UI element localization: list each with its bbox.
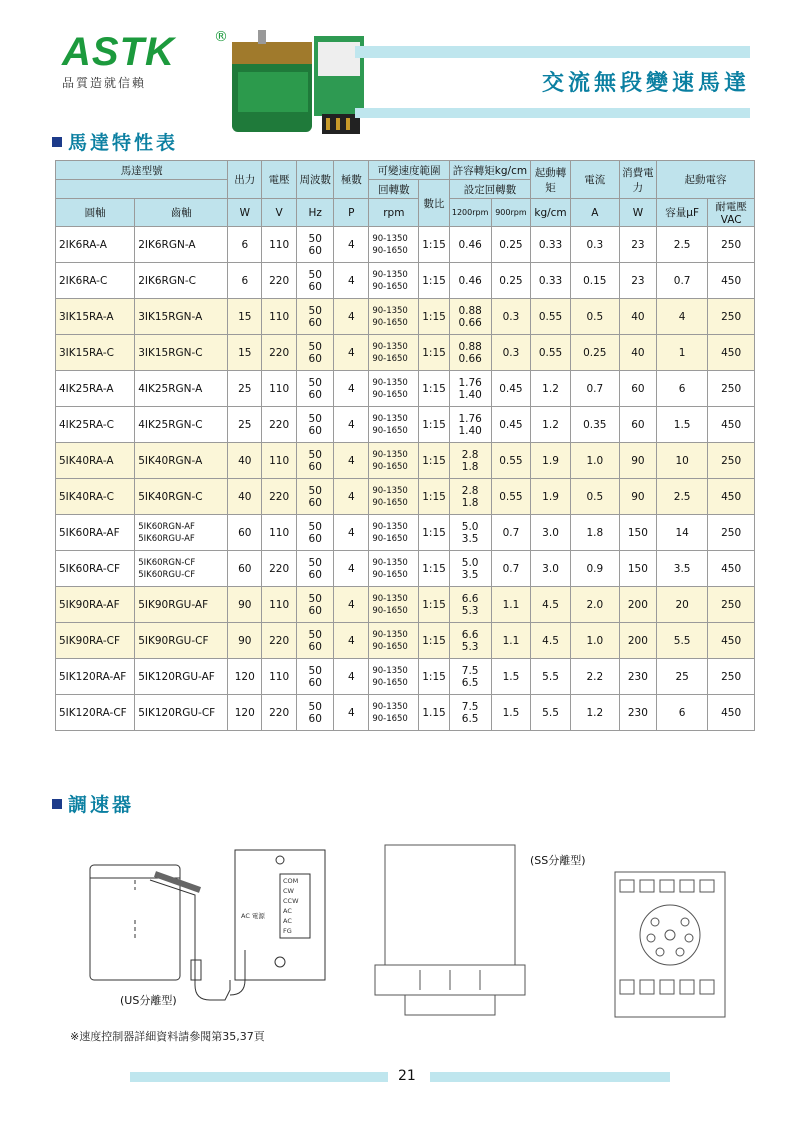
header-gear-shaft: 齒軸 (135, 199, 228, 227)
cell-poles: 4 (334, 587, 369, 623)
header-power: 消費電力 (619, 161, 656, 199)
cell-power: 60 (619, 371, 656, 407)
cell-torque-1200: 7.5 6.5 (449, 695, 491, 731)
table-row (56, 695, 755, 731)
ac-power-label: AC 電源 (241, 912, 265, 920)
bullet-square-icon (52, 137, 62, 147)
cell-gear-shaft: 5IK120RGU-CF (135, 695, 228, 731)
cell-power: 40 (619, 335, 656, 371)
header-current: 電流 (570, 161, 619, 199)
cell-cap-uf: 1 (657, 335, 708, 371)
cell-cap-vac: 250 (708, 227, 755, 263)
cell-cap-vac: 450 (708, 479, 755, 515)
cell-current: 1.0 (570, 623, 619, 659)
cell-speed-range: 90-1350 90-1650 (369, 371, 419, 407)
cell-round-shaft: 5IK120RA-CF (56, 695, 135, 731)
cell-ratio: 1:15 (419, 299, 449, 335)
motor-product-photo (218, 22, 378, 142)
cell-round-shaft: 4IK25RA-A (56, 371, 135, 407)
cell-gear-shaft: 5IK90RGU-CF (135, 623, 228, 659)
cell-start-torque: 3.0 (531, 515, 571, 551)
us-controller-drawing (90, 850, 325, 1000)
cell-torque-900: 0.55 (491, 443, 531, 479)
header-model-sub (56, 180, 228, 199)
cell-current: 0.15 (570, 263, 619, 299)
table-row (56, 335, 755, 371)
cell-speed-range: 90-1350 90-1650 (369, 659, 419, 695)
cell-speed-range: 90-1350 90-1650 (369, 479, 419, 515)
cell-voltage: 220 (262, 407, 297, 443)
cell-torque-1200: 0.46 (449, 263, 491, 299)
cell-current: 1.0 (570, 443, 619, 479)
cell-torque-1200: 5.0 3.5 (449, 551, 491, 587)
cell-cap-vac: 450 (708, 623, 755, 659)
table-row (56, 587, 755, 623)
cell-voltage: 110 (262, 227, 297, 263)
cell-torque-900: 0.3 (491, 299, 531, 335)
cell-frequency: 50 60 (297, 407, 334, 443)
cell-ratio: 1:15 (419, 263, 449, 299)
cell-start-torque: 5.5 (531, 659, 571, 695)
cell-ratio: 1:15 (419, 479, 449, 515)
registered-mark: ® (214, 29, 228, 45)
cell-output: 60 (228, 551, 262, 587)
ss-type-label: (SS分離型) (530, 854, 586, 867)
cell-poles: 4 (334, 551, 369, 587)
cell-round-shaft: 5IK90RA-AF (56, 587, 135, 623)
cell-current: 0.5 (570, 479, 619, 515)
header-start-torque: 起動轉矩 (531, 161, 571, 199)
cell-poles: 4 (334, 479, 369, 515)
cell-voltage: 220 (262, 551, 297, 587)
cell-gear-shaft: 3IK15RGN-C (135, 335, 228, 371)
header-round-shaft: 圓軸 (56, 199, 135, 227)
cell-cap-vac: 250 (708, 515, 755, 551)
cell-speed-range: 90-1350 90-1650 (369, 227, 419, 263)
cell-gear-shaft: 5IK120RGU-AF (135, 659, 228, 695)
header-set-speed: 設定回轉數 (449, 180, 531, 199)
cell-torque-900: 0.3 (491, 335, 531, 371)
cell-cap-uf: 2.5 (657, 227, 708, 263)
cell-poles: 4 (334, 443, 369, 479)
cell-round-shaft: 5IK90RA-CF (56, 623, 135, 659)
header-poles: 極數 (334, 161, 369, 199)
cell-torque-900: 0.25 (491, 227, 531, 263)
cell-cap-vac: 450 (708, 551, 755, 587)
cell-speed-range: 90-1350 90-1650 (369, 515, 419, 551)
cell-torque-900: 1.5 (491, 659, 531, 695)
cell-cap-uf: 3.5 (657, 551, 708, 587)
cell-cap-vac: 250 (708, 371, 755, 407)
cell-current: 0.7 (570, 371, 619, 407)
cell-torque-1200: 6.6 5.3 (449, 623, 491, 659)
cell-gear-shaft: 2IK6RGN-C (135, 263, 228, 299)
cell-power: 23 (619, 227, 656, 263)
cell-round-shaft: 5IK40RA-C (56, 479, 135, 515)
cell-round-shaft: 2IK6RA-A (56, 227, 135, 263)
cell-frequency: 50 60 (297, 623, 334, 659)
cell-frequency: 50 60 (297, 335, 334, 371)
cell-round-shaft: 3IK15RA-A (56, 299, 135, 335)
cell-ratio: 1.15 (419, 695, 449, 731)
cell-start-torque: 1.2 (531, 371, 571, 407)
cell-ratio: 1:15 (419, 407, 449, 443)
cell-speed-range: 90-1350 90-1650 (369, 587, 419, 623)
us-type-label: (US分離型) (120, 994, 177, 1007)
cell-start-torque: 1.2 (531, 407, 571, 443)
cell-gear-shaft: 5IK40RGN-A (135, 443, 228, 479)
terminal-labels (241, 877, 299, 935)
controller-note: ※速度控制器詳細資料請參閱第35,37頁 (70, 1030, 265, 1043)
cell-frequency: 50 60 (297, 371, 334, 407)
cell-gear-shaft: 5IK90RGU-AF (135, 587, 228, 623)
cell-voltage: 220 (262, 623, 297, 659)
terminal-ccw: CCW (283, 897, 299, 905)
cell-cap-vac: 250 (708, 587, 755, 623)
cell-ratio: 1:15 (419, 227, 449, 263)
cell-output: 25 (228, 407, 262, 443)
cell-output: 120 (228, 659, 262, 695)
cell-cap-uf: 5.5 (657, 623, 708, 659)
cell-frequency: 50 60 (297, 695, 334, 731)
header-output: 出力 (228, 161, 262, 199)
unit-900rpm: 900rpm (491, 199, 531, 227)
cell-speed-range: 90-1350 90-1650 (369, 551, 419, 587)
cell-cap-uf: 6 (657, 695, 708, 731)
header-rotation: 回轉數 (369, 180, 419, 199)
cell-round-shaft: 3IK15RA-C (56, 335, 135, 371)
cell-output: 120 (228, 695, 262, 731)
motor-spec-table (55, 160, 755, 731)
cell-ratio: 1:15 (419, 335, 449, 371)
footer-band-right (430, 1072, 670, 1082)
cell-torque-1200: 6.6 5.3 (449, 587, 491, 623)
cell-torque-900: 1.5 (491, 695, 531, 731)
cell-round-shaft: 5IK40RA-A (56, 443, 135, 479)
page-title: 交流無段變速馬達 (541, 71, 750, 96)
cell-ratio: 1:15 (419, 659, 449, 695)
cell-frequency: 50 60 (297, 443, 334, 479)
brand-logo (62, 29, 228, 91)
cell-voltage: 110 (262, 371, 297, 407)
cell-voltage: 110 (262, 299, 297, 335)
cell-torque-900: 0.7 (491, 551, 531, 587)
cell-torque-900: 0.25 (491, 263, 531, 299)
cell-frequency: 50 60 (297, 659, 334, 695)
table-row (56, 551, 755, 587)
header-model: 馬達型號 (56, 161, 228, 180)
cell-round-shaft: 5IK120RA-AF (56, 659, 135, 695)
bullet-square-icon (52, 799, 62, 809)
cell-current: 0.3 (570, 227, 619, 263)
cell-power: 90 (619, 479, 656, 515)
cell-voltage: 110 (262, 659, 297, 695)
cell-start-torque: 4.5 (531, 623, 571, 659)
cell-torque-1200: 5.0 3.5 (449, 515, 491, 551)
cell-ratio: 1:15 (419, 623, 449, 659)
cell-start-torque: 0.33 (531, 227, 571, 263)
table-row (56, 407, 755, 443)
cell-voltage: 220 (262, 695, 297, 731)
cell-speed-range: 90-1350 90-1650 (369, 263, 419, 299)
cell-torque-1200: 0.88 0.66 (449, 335, 491, 371)
unit-v: V (262, 199, 297, 227)
cell-speed-range: 90-1350 90-1650 (369, 695, 419, 731)
cell-voltage: 220 (262, 335, 297, 371)
cell-start-torque: 4.5 (531, 587, 571, 623)
cell-output: 6 (228, 263, 262, 299)
cell-poles: 4 (334, 407, 369, 443)
cell-poles: 4 (334, 371, 369, 407)
cell-torque-900: 0.45 (491, 407, 531, 443)
cell-round-shaft: 4IK25RA-C (56, 407, 135, 443)
cell-cap-vac: 450 (708, 335, 755, 371)
terminal-ac1: AC (283, 907, 292, 915)
cell-poles: 4 (334, 263, 369, 299)
ss-controller-drawing (375, 845, 725, 1017)
cell-gear-shaft: 5IK60RGN-CF 5IK60RGU-CF (135, 551, 228, 587)
cell-voltage: 220 (262, 479, 297, 515)
cell-current: 0.35 (570, 407, 619, 443)
cell-current: 0.9 (570, 551, 619, 587)
unit-rpm: rpm (369, 199, 419, 227)
cell-start-torque: 1.9 (531, 443, 571, 479)
cell-ratio: 1:15 (419, 551, 449, 587)
unit-kgcm: kg/cm (531, 199, 571, 227)
cell-torque-1200: 0.88 0.66 (449, 299, 491, 335)
cell-cap-uf: 1.5 (657, 407, 708, 443)
cell-torque-1200: 2.8 1.8 (449, 443, 491, 479)
cell-speed-range: 90-1350 90-1650 (369, 335, 419, 371)
cell-cap-uf: 25 (657, 659, 708, 695)
cell-power: 90 (619, 443, 656, 479)
cell-voltage: 110 (262, 587, 297, 623)
cell-gear-shaft: 5IK40RGN-C (135, 479, 228, 515)
cell-speed-range: 90-1350 90-1650 (369, 407, 419, 443)
cell-current: 2.0 (570, 587, 619, 623)
header-torque: 許容轉矩kg/cm (449, 161, 531, 180)
cell-torque-900: 0.55 (491, 479, 531, 515)
cell-gear-shaft: 3IK15RGN-A (135, 299, 228, 335)
cell-gear-shaft: 4IK25RGN-C (135, 407, 228, 443)
cell-ratio: 1:15 (419, 443, 449, 479)
cell-start-torque: 5.5 (531, 695, 571, 731)
cell-cap-uf: 4 (657, 299, 708, 335)
cell-gear-shaft: 5IK60RGN-AF 5IK60RGU-AF (135, 515, 228, 551)
cell-poles: 4 (334, 227, 369, 263)
cell-current: 2.2 (570, 659, 619, 695)
cell-poles: 4 (334, 695, 369, 731)
unit-a: A (570, 199, 619, 227)
cell-frequency: 50 60 (297, 515, 334, 551)
cell-power: 200 (619, 623, 656, 659)
cell-power: 150 (619, 515, 656, 551)
cell-power: 150 (619, 551, 656, 587)
cell-torque-900: 0.45 (491, 371, 531, 407)
cell-speed-range: 90-1350 90-1650 (369, 299, 419, 335)
cell-power: 230 (619, 659, 656, 695)
cell-cap-vac: 250 (708, 659, 755, 695)
unit-hz: Hz (297, 199, 334, 227)
cell-voltage: 110 (262, 443, 297, 479)
cell-cap-uf: 20 (657, 587, 708, 623)
footer-band-left (130, 1072, 388, 1082)
cell-power: 23 (619, 263, 656, 299)
table-row (56, 443, 755, 479)
cell-current: 1.8 (570, 515, 619, 551)
cell-start-torque: 0.55 (531, 299, 571, 335)
header-ratio: 數比 (419, 180, 449, 227)
cell-output: 15 (228, 335, 262, 371)
unit-w2: W (619, 199, 656, 227)
cell-start-torque: 0.55 (531, 335, 571, 371)
header-voltage: 電壓 (262, 161, 297, 199)
cell-gear-shaft: 2IK6RGN-A (135, 227, 228, 263)
header-band-top (355, 46, 750, 58)
table-row (56, 623, 755, 659)
cell-poles: 4 (334, 623, 369, 659)
cell-output: 60 (228, 515, 262, 551)
cell-ratio: 1:15 (419, 587, 449, 623)
cell-cap-uf: 10 (657, 443, 708, 479)
cell-speed-range: 90-1350 90-1650 (369, 443, 419, 479)
unit-p: P (334, 199, 369, 227)
section-controller-heading: 調速器 (52, 790, 134, 817)
cell-speed-range: 90-1350 90-1650 (369, 623, 419, 659)
cell-frequency: 50 60 (297, 479, 334, 515)
cell-frequency: 50 60 (297, 587, 334, 623)
cell-torque-1200: 7.5 6.5 (449, 659, 491, 695)
cell-current: 0.25 (570, 335, 619, 371)
table-row (56, 515, 755, 551)
terminal-cw: CW (283, 887, 294, 895)
page-number: 21 (398, 1068, 416, 1084)
cell-torque-900: 1.1 (491, 587, 531, 623)
cell-torque-900: 0.7 (491, 515, 531, 551)
cell-ratio: 1:15 (419, 371, 449, 407)
cell-output: 25 (228, 371, 262, 407)
header-speed-range: 可變速度範圍 (369, 161, 449, 180)
cell-poles: 4 (334, 515, 369, 551)
section-motor-heading: 馬達特性表 (52, 128, 178, 155)
cell-gear-shaft: 4IK25RGN-A (135, 371, 228, 407)
cell-poles: 4 (334, 299, 369, 335)
cell-torque-1200: 0.46 (449, 227, 491, 263)
cell-voltage: 220 (262, 263, 297, 299)
cell-cap-uf: 14 (657, 515, 708, 551)
cell-power: 40 (619, 299, 656, 335)
cell-power: 60 (619, 407, 656, 443)
table-row (56, 227, 755, 263)
cell-poles: 4 (334, 659, 369, 695)
cell-frequency: 50 60 (297, 227, 334, 263)
cell-cap-vac: 450 (708, 695, 755, 731)
cell-output: 40 (228, 479, 262, 515)
header-frequency: 周波數 (297, 161, 334, 199)
logo-wordmark: ASTK (62, 30, 175, 74)
cell-torque-900: 1.1 (491, 623, 531, 659)
terminal-fg: FG (283, 927, 292, 935)
cell-start-torque: 3.0 (531, 551, 571, 587)
terminal-ac2: AC (283, 917, 292, 925)
cell-current: 0.5 (570, 299, 619, 335)
unit-vac: 耐電壓VAC (708, 199, 755, 227)
cell-power: 230 (619, 695, 656, 731)
cell-poles: 4 (334, 335, 369, 371)
unit-uf: 容量μF (657, 199, 708, 227)
cell-frequency: 50 60 (297, 551, 334, 587)
cell-cap-vac: 250 (708, 299, 755, 335)
cell-cap-vac: 250 (708, 443, 755, 479)
cell-output: 90 (228, 623, 262, 659)
table-row (56, 659, 755, 695)
cell-round-shaft: 5IK60RA-CF (56, 551, 135, 587)
cell-torque-1200: 1.76 1.40 (449, 371, 491, 407)
cell-torque-1200: 1.76 1.40 (449, 407, 491, 443)
cell-cap-uf: 6 (657, 371, 708, 407)
unit-w: W (228, 199, 262, 227)
header-band-bottom (355, 108, 750, 118)
table-row (56, 371, 755, 407)
cell-voltage: 110 (262, 515, 297, 551)
cell-start-torque: 1.9 (531, 479, 571, 515)
cell-output: 40 (228, 443, 262, 479)
cell-round-shaft: 5IK60RA-AF (56, 515, 135, 551)
cell-cap-vac: 450 (708, 407, 755, 443)
cell-frequency: 50 60 (297, 299, 334, 335)
cell-output: 6 (228, 227, 262, 263)
cell-start-torque: 0.33 (531, 263, 571, 299)
table-row (56, 299, 755, 335)
unit-1200rpm: 1200rpm (449, 199, 491, 227)
brand-tagline: 品質造就信賴 (62, 76, 147, 90)
table-row (56, 479, 755, 515)
cell-cap-vac: 450 (708, 263, 755, 299)
header-capacitor: 起動電容 (657, 161, 755, 199)
cell-frequency: 50 60 (297, 263, 334, 299)
cell-output: 90 (228, 587, 262, 623)
cell-torque-1200: 2.8 1.8 (449, 479, 491, 515)
spec-table-body (56, 227, 755, 731)
cell-current: 1.2 (570, 695, 619, 731)
terminal-com: COM (283, 877, 299, 885)
cell-round-shaft: 2IK6RA-C (56, 263, 135, 299)
cell-cap-uf: 2.5 (657, 479, 708, 515)
cell-output: 15 (228, 299, 262, 335)
cell-power: 200 (619, 587, 656, 623)
cell-ratio: 1:15 (419, 515, 449, 551)
cell-cap-uf: 0.7 (657, 263, 708, 299)
table-row (56, 263, 755, 299)
